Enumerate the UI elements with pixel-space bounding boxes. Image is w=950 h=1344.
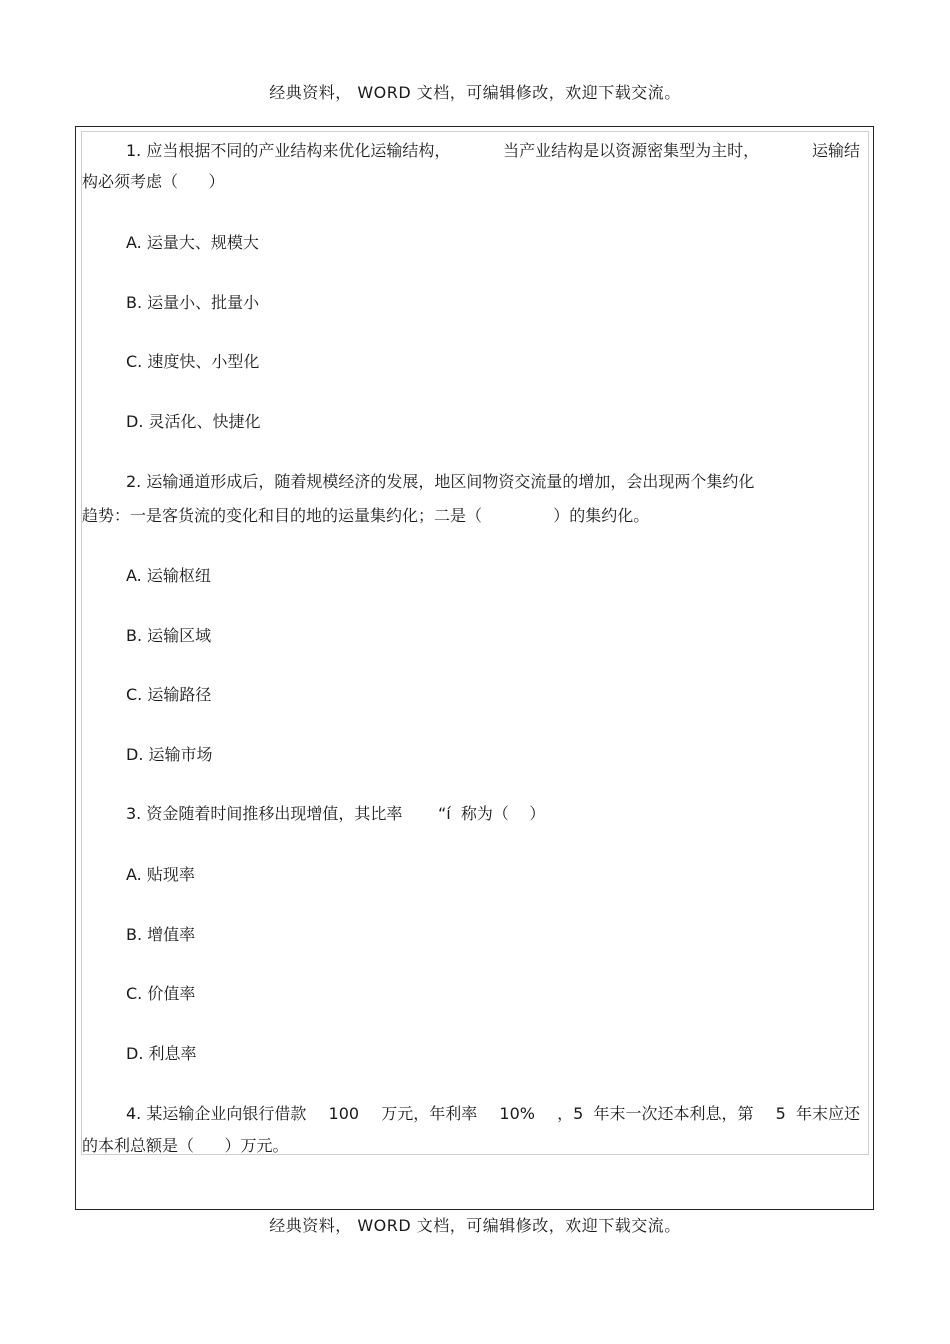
question-4-part-5: ，5 年末一次还本利息，第 <box>557 1104 754 1123</box>
question-2-line-1: 2. 运输通道形成后，随着规模经济的发展，地区间物资交流量的增加，会出现两个集约化 <box>126 472 755 491</box>
question-4-part-1: 4. 某运输企业向银行借款 <box>126 1104 307 1123</box>
question-1-text-a: 1. 应当根据不同的产业结构来优化运输结构， <box>126 141 451 160</box>
question-1-line-2: 构必须考虑（ ） <box>82 172 225 191</box>
question-3-line-1: 3. 资金随着时间推移出现增值，其比率 “í 称为（ ） <box>126 804 546 823</box>
question-4-line-2: 的本利总额是（ ）万元。 <box>82 1136 289 1155</box>
question-4-part-4: 10% <box>499 1104 535 1123</box>
question-4-part-3: 万元，年利率 <box>381 1104 478 1123</box>
question-3-option-d: D. 利息率 <box>126 1044 197 1063</box>
question-1-text-c: 运输结 <box>811 141 860 160</box>
question-4-part-2: 100 <box>328 1104 360 1123</box>
question-1-text-b: 当产业结构是以资源密集型为主时， <box>503 141 760 160</box>
question-3-option-a: A. 贴现率 <box>126 865 195 884</box>
question-1-line-1 <box>126 141 860 161</box>
question-4-part-6: 5 年末应还 <box>775 1104 860 1123</box>
question-2-line-2: 趋势：一是客货流的变化和目的地的运量集约化；二是（ ）的集约化。 <box>82 506 650 525</box>
question-2-option-c: C. 运输路径 <box>126 685 212 704</box>
question-1-option-a: A. 运量大、规模大 <box>126 233 259 252</box>
question-2-option-b: B. 运输区域 <box>126 626 212 645</box>
page-header: 经典资料， WORD 文档，可编辑修改，欢迎下载交流。 <box>269 83 681 102</box>
question-2-option-d: D. 运输市场 <box>126 745 213 764</box>
question-1-option-c: C. 速度快、小型化 <box>126 352 260 371</box>
page-footer: 经典资料， WORD 文档，可编辑修改，欢迎下载交流。 <box>269 1216 681 1235</box>
question-3-option-b: B. 增值率 <box>126 925 196 944</box>
question-3-option-c: C. 价值率 <box>126 984 196 1003</box>
question-1-option-d: D. 灵活化、快捷化 <box>126 412 261 431</box>
question-4-line-1 <box>126 1104 860 1124</box>
question-1-option-b: B. 运量小、批量小 <box>126 293 260 312</box>
question-2-option-a: A. 运输枢纽 <box>126 566 211 585</box>
